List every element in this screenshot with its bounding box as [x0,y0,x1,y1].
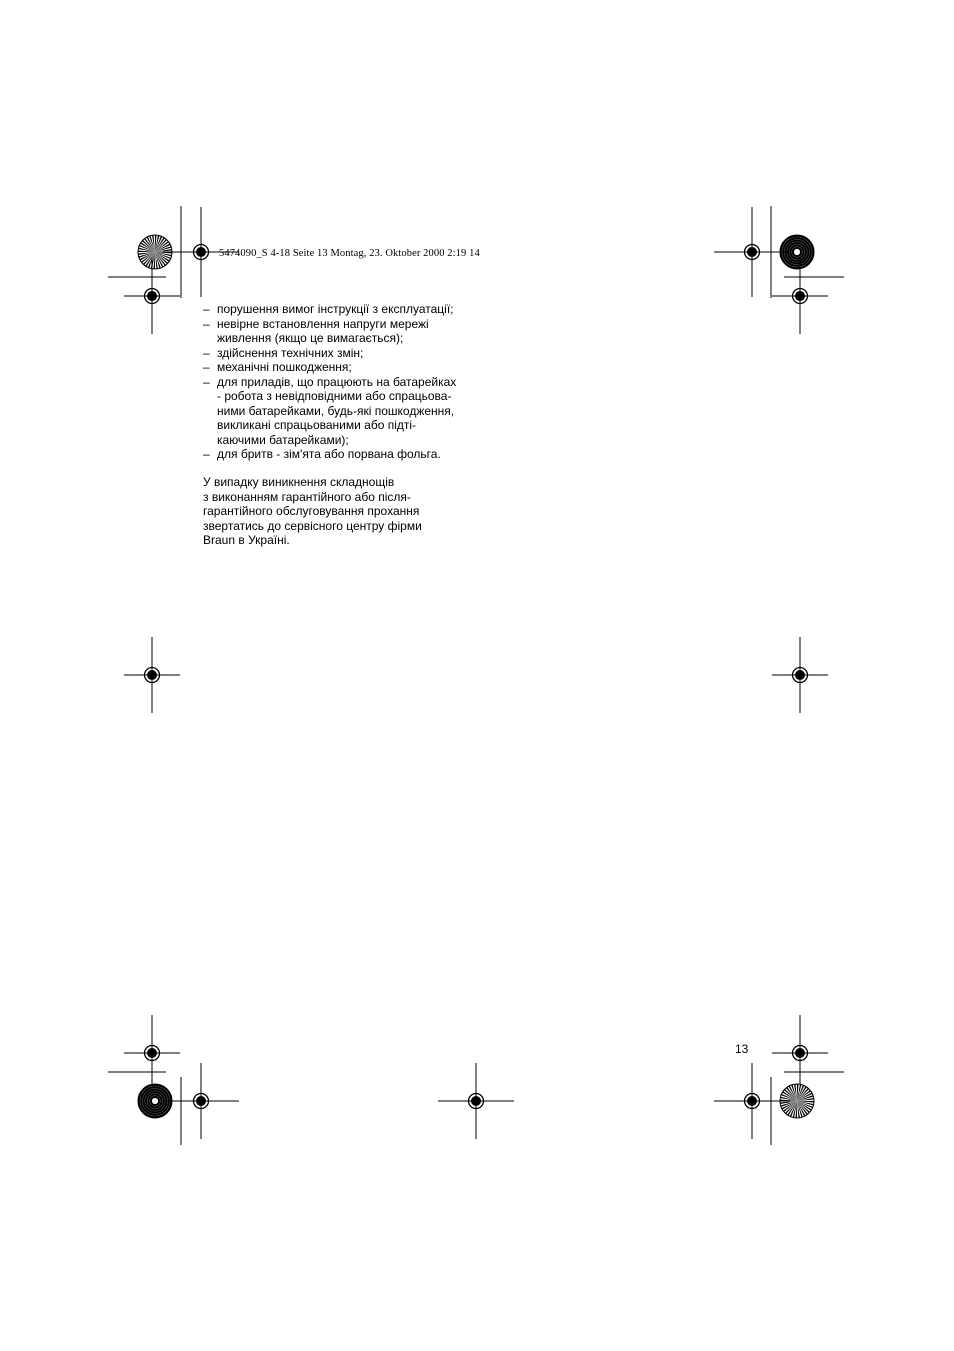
list-item [203,375,483,448]
registration-mark-quadrant [747,1101,752,1106]
list-item [203,447,483,462]
service-paragraph [203,475,483,548]
registration-mark-quadrant [152,291,157,296]
registration-mark-quadrant [795,675,800,680]
registration-mark-quadrant [747,252,752,257]
paragraph-line: звертатись до сервісного центру фірми [203,518,422,533]
registration-mark-quadrant [800,296,805,301]
list-item-line: для приладів, що працюють на батарейках [217,374,457,389]
registration-mark-quadrant [747,247,752,252]
registration-mark-quadrant [795,291,800,296]
registration-mark-quadrant [152,1053,157,1058]
registration-mark-quadrant [752,247,757,252]
registration-mark-quadrant [800,291,805,296]
list-item-line: - робота з невідповідними або спрацьова- [217,389,452,403]
list-item-line: викликані спрацьованими або підті- [217,418,417,432]
registration-mark-quadrant [196,252,201,257]
registration-mark-quadrant [147,1053,152,1058]
registration-mark-quadrant [147,1048,152,1053]
registration-mark-quadrant [752,1096,757,1101]
registration-mark-quadrant [476,1096,481,1101]
star-target-center [794,249,800,255]
registration-mark-quadrant [795,296,800,301]
list-item-line: ними батарейками, будь-які пошкодження, [217,403,455,418]
list-item-line: механічні пошкодження; [217,360,352,374]
star-target-center [152,1098,158,1104]
registration-mark-quadrant [800,1053,805,1058]
registration-mark-quadrant [201,1096,206,1101]
list-dash: – [203,360,210,374]
registration-mark-quadrant [471,1101,476,1106]
exclusion-list [203,302,483,462]
list-dash: – [203,374,210,389]
list-dash: – [203,345,210,360]
registration-mark-quadrant [800,1048,805,1053]
list-item [203,346,483,361]
registration-mark-quadrant [201,1101,206,1106]
registration-mark-quadrant [795,1048,800,1053]
list-item-line: для бритв - зім'ята або порвана фольга. [217,447,441,461]
registration-mark-quadrant [201,252,206,257]
list-item [203,360,483,375]
list-item-line: порушення вимог інструкції з експлуатації; [217,302,454,316]
registration-mark-quadrant [152,670,157,675]
registration-mark-quadrant [476,1101,481,1106]
registration-mark-quadrant [752,1101,757,1106]
page-number: 13 [735,1042,749,1056]
list-item-line: живлення (якщо це вимагається); [217,331,404,345]
list-dash: – [203,316,210,331]
registration-mark-quadrant [196,247,201,252]
registration-mark-quadrant [152,675,157,680]
list-dash: – [203,447,210,461]
paragraph-line: У випадку виникнення складнощів [203,475,395,489]
print-slug-line: 5474090_S 4-18 Seite 13 Montag, 23. Oktober 2000 2:19 14 [219,248,480,259]
list-item-line: здійснення технічних змін; [217,345,364,360]
registration-mark-quadrant [747,1096,752,1101]
registration-mark-quadrant [201,247,206,252]
registration-mark-quadrant [795,1053,800,1058]
list-item [203,317,483,346]
registration-mark-quadrant [800,675,805,680]
registration-mark-quadrant [147,291,152,296]
registration-mark-quadrant [196,1101,201,1106]
registration-mark-quadrant [147,670,152,675]
list-dash: – [203,302,210,316]
registration-mark-quadrant [152,1048,157,1053]
registration-mark-quadrant [152,296,157,301]
paragraph-line: з виконанням гарантійного або після- [203,489,411,504]
registration-mark-quadrant [800,670,805,675]
registration-mark-quadrant [147,675,152,680]
registration-mark-quadrant [196,1096,201,1101]
list-item-line: невірне встановлення напруги мережі [217,316,429,331]
registration-mark-quadrant [471,1096,476,1101]
registration-mark-quadrant [795,670,800,675]
registration-mark-quadrant [147,296,152,301]
list-item [203,302,483,317]
paragraph-line: гарантійного обслуговування прохання [203,504,420,518]
list-item-line: каючими батарейками); [217,432,349,447]
registration-mark-quadrant [752,252,757,257]
paragraph-line: Braun в Україні. [203,533,290,547]
